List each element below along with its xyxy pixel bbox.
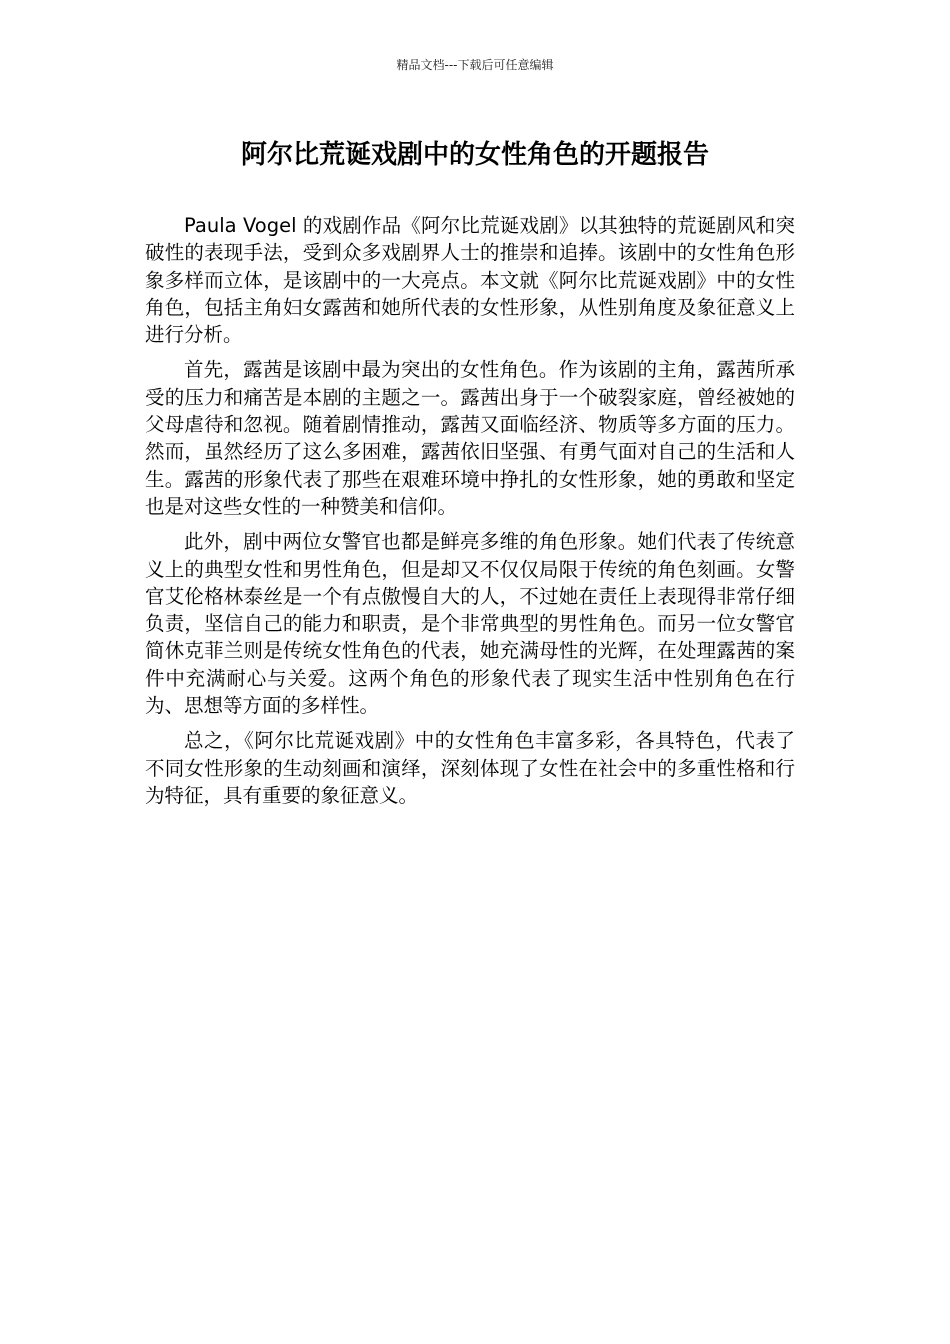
paragraph-conclusion: 总之，《阿尔比荒诞戏剧》中的女性角色丰富多彩，各具特色，代表了不同女性形象的生动刻画和演绎，深刻体现了女性在社会中的多重性格和行为特征，具有重要的象征意义。 [145, 729, 795, 807]
document-title: 阿尔比荒诞戏剧中的女性角色的开题报告 [240, 140, 709, 170]
header-note: 精品文档---下载后可任意编辑 [396, 58, 554, 72]
paragraph-intro: Paula Vogel 的戏剧作品《阿尔比荒诞戏剧》以其独特的荒诞剧风和突破性的表现手法，受到众多戏剧界人士的推崇和追捧。该剧中的女性角色形象多样而立体，是该剧中的一大亮点。本文就《阿尔比荒诞戏剧》中的女性角色，包括主角妇女露茜和她所代表的女性形象，从性别角度及象征意义上进行分析。 [145, 214, 795, 347]
paragraph-lucy: 首先，露茜是该剧中最为突出的女性角色。作为该剧的主角，露茜所承受的压力和痛苦是本剧的主题之一。露茜出身于一个破裂家庭，曾经被她的父母虐待和忽视。随着剧情推动，露茜又面临经济、物质等多方面的压力。然而，虽然经历了这么多困难，露茜依旧坚强、有勇气面对自己的生活和人生。露茜的形象代表了那些在艰难环境中挣扎的女性形象，她的勇敢和坚定也是对这些女性的一种赞美和信仰。 [145, 358, 795, 518]
paragraph-policewomen: 此外，剧中两位女警官也都是鲜亮多维的角色形象。她们代表了传统意义上的典型女性和男性角色，但是却又不仅仅局限于传统的角色刻画。女警官艾伦格林泰丝是一个有点傲慢自大的人，不过她在责任上表现得非常仔细负责，坚信自己的能力和职责，是个非常典型的男性角色。而另一位女警官简休克菲兰则是传统女性角色的代表，她充满母性的光辉，在处理露茜的案件中充满耐心与关爱。这两个角色的形象代表了现实生活中性别角色在行为、思想等方面的多样性。 [145, 530, 795, 718]
document-body [145, 212, 795, 817]
